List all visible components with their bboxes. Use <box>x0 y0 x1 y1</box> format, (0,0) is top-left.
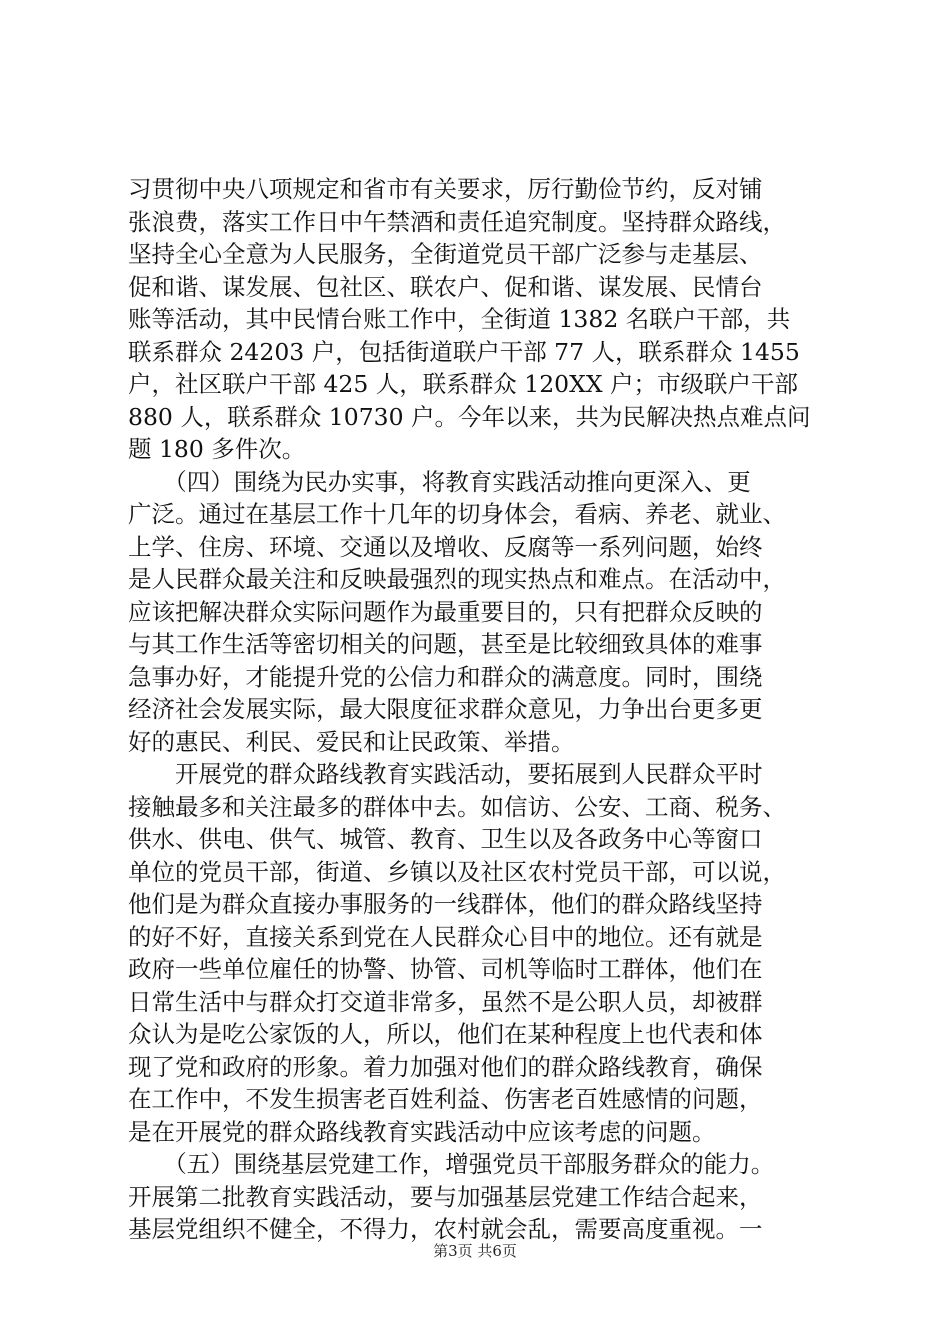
text-line: 经济社会发展实际，最大限度征求群众意见，力争出台更多更 <box>128 695 763 723</box>
text-line: 坚持全心全意为人民服务，全街道党员干部广泛参与走基层、 <box>128 240 763 268</box>
text-line: 好的惠民、利民、爱民和让民政策、举措。 <box>128 727 575 756</box>
text-line: （四）围绕为民办实事，将教育实践活动推向更深入、更 <box>128 467 751 496</box>
text-line: 张浪费，落实工作日中午禁酒和责任追究制度。坚持群众路线， <box>128 207 786 236</box>
text-line: 题 180 多件次。 <box>128 435 306 463</box>
text-line: （五）围绕基层党建工作，增强党员干部服务群众的能力。 <box>128 1150 775 1178</box>
text-line: 急事办好，才能提升党的公信力和群众的满意度。同时，围绕 <box>128 662 763 691</box>
text-line: 账等活动，其中民情台账工作中，全街道 1382 名联户干部，共 <box>128 305 791 333</box>
text-line: 880 人，联系群众 10730 户。今年以来，共为民解决热点难点问 <box>128 402 811 431</box>
text-line: 现了党和政府的形象。着力加强对他们的群众路线教育，确保 <box>128 1052 763 1081</box>
text-line: 习贯彻中央八项规定和省市有关要求，厉行勤俭节约，反对铺 <box>128 175 763 203</box>
body-text <box>128 173 828 1246</box>
text-line: 广泛。通过在基层工作十几年的切身体会，看病、养老、就业、 <box>128 500 786 528</box>
text-line: 促和谐、谋发展、包社区、联农户、促和谐、谋发展、民情台 <box>128 272 763 301</box>
text-line: 上学、住房、环境、交通以及增收、反腐等一系列问题，始终 <box>128 532 763 561</box>
text-line: 他们是为群众直接办事服务的一线群体，他们的群众路线坚持 <box>128 890 763 918</box>
text-line: 接触最多和关注最多的群体中去。如信访、公安、工商、税务、 <box>128 792 786 821</box>
text-line: 开展党的群众路线教育实践活动，要拓展到人民群众平时 <box>128 760 763 788</box>
text-line: 是在开展党的群众路线教育实践活动中应该考虑的问题。 <box>128 1117 716 1146</box>
text-line: 是人民群众最关注和反映最强烈的现实热点和难点。在活动中， <box>128 565 786 593</box>
text-line: 单位的党员干部，街道、乡镇以及社区农村党员干部，可以说， <box>128 857 786 886</box>
text-line: 政府一些单位雇任的协警、协管、司机等临时工群体，他们在 <box>128 955 763 983</box>
text-line: 应该把解决群众实际问题作为最重要目的，只有把群众反映的 <box>128 597 763 626</box>
page-footer: 第3页 共6页 <box>433 1242 517 1260</box>
text-line: 的好不好，直接关系到党在人民群众心目中的地位。还有就是 <box>128 922 763 951</box>
text-line: 与其工作生活等密切相关的问题，甚至是比较细致具体的难事 <box>128 630 763 658</box>
text-line: 户，社区联户干部 425 人，联系群众 120XX 户；市级联户干部 <box>128 370 799 398</box>
text-line: 开展第二批教育实践活动，要与加强基层党建工作结合起来， <box>128 1182 763 1211</box>
text-line: 基层党组织不健全，不得力，农村就会乱，需要高度重视。一 <box>128 1215 763 1243</box>
text-line: 众认为是吃公家饭的人，所以，他们在某种程度上也代表和体 <box>128 1020 763 1048</box>
text-line: 联系群众 24203 户，包括街道联户干部 77 人，联系群众 1455 <box>128 337 800 366</box>
text-line: 日常生活中与群众打交道非常多，虽然不是公职人员，却被群 <box>128 987 763 1016</box>
text-line: 供水、供电、供气、城管、教育、卫生以及各政务中心等窗口 <box>128 825 763 853</box>
text-line: 在工作中，不发生损害老百姓利益、伤害老百姓感情的问题， <box>128 1085 763 1113</box>
